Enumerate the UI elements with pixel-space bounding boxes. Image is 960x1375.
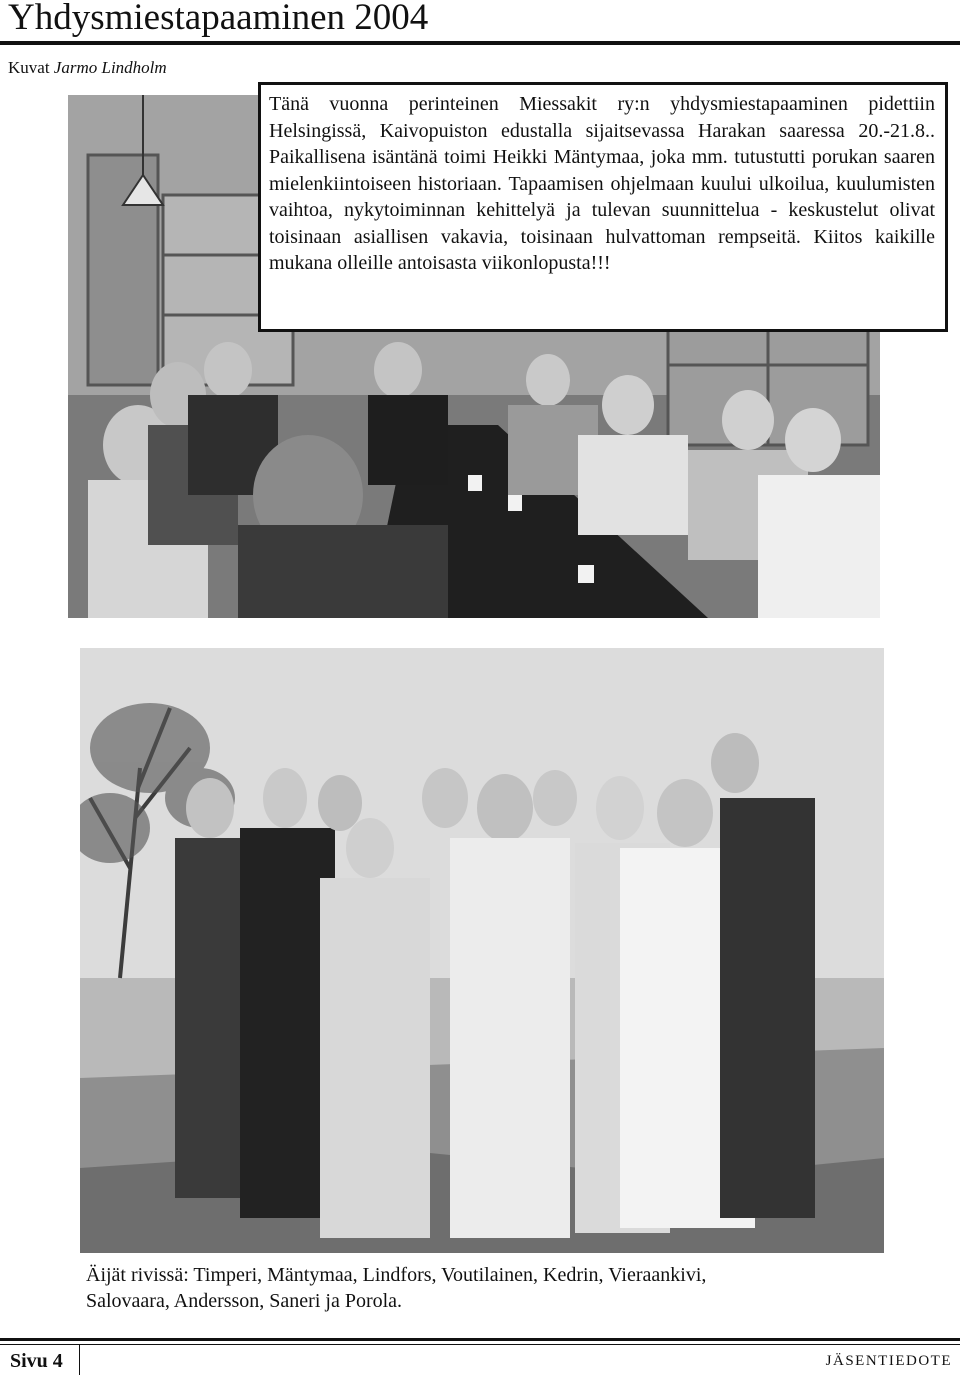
group-photo	[80, 648, 884, 1253]
caption-line-1: Äijät rivissä: Timperi, Mäntymaa, Lindfors, Voutilainen, Kedrin, Vieraankivi,	[86, 1264, 707, 1286]
publication-name: JÄSENTIEDOTE	[825, 1353, 952, 1369]
page-number: Sivu 4	[10, 1350, 63, 1372]
credit-prefix: Kuvat	[8, 58, 50, 77]
photo-credit	[8, 58, 167, 78]
page-title: Yhdysmiestapaaminen 2004	[8, 0, 429, 38]
title-rule	[0, 41, 960, 45]
footer-rule-thin	[0, 1344, 960, 1345]
intro-text-box	[258, 82, 948, 332]
group-photo-illustration	[80, 648, 884, 1253]
credit-name: Jarmo Lindholm	[53, 58, 167, 77]
group-photo-caption	[86, 1262, 906, 1314]
page-number-divider	[79, 1344, 80, 1375]
caption-line-2: Salovaara, Andersson, Saneri ja Porola.	[86, 1290, 403, 1312]
footer-rule	[0, 1338, 960, 1341]
intro-text: Tänä vuonna perinteinen Miessakit ry:n yhdysmiestapaaminen pidettiin Helsingissä, Kaivopuiston edustalla sijaitsevassa Harakan saaressa 20.-21.8.. Paikallisena isäntänä toimi Heikki Mäntymaa, joka mm. tutustutti porukan saaren mielenkiintoiseen historiaan. Tapaamisen ohjelmaan kuului ulkoilua, kuulumisten vaihtoa, nykytoiminnan kehittelyä ja tulevan suunnittelua - keskustelut olivat toisinaan asiallisen vakavia, toisinaan hulvattoman rempseitä. Kiitos kaikille mukana olleille antoisasta viikonlopusta!!!	[269, 93, 935, 274]
